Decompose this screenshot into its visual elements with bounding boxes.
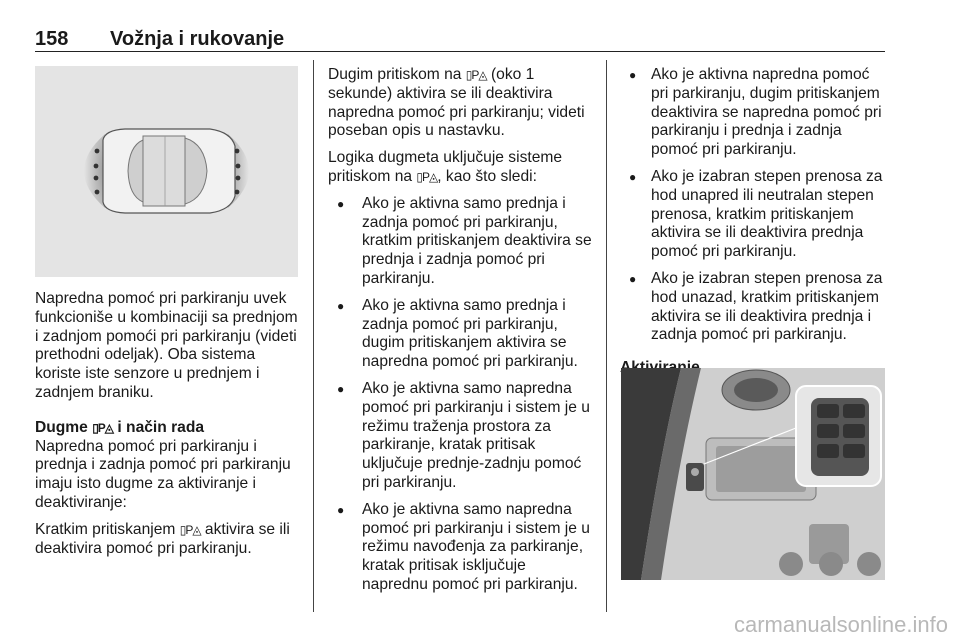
page-number: 158 xyxy=(35,28,69,50)
list-item: ● Ako je aktivna napredna pomoć pri parkiranju, dugim pritiskanjem deaktivira se napredna pomoć pri parkiranju i prednja i zadnja pomoć pri parkiranju. xyxy=(620,66,888,160)
parking-assist-icon: ▯P◬ xyxy=(416,169,438,184)
column-2 xyxy=(328,66,596,603)
list-item: ● Ako je aktivna samo prednja i zadnja pomoć pri parkiranju, dugim pritiskanjem aktivira se napredna pomoć pri parkiranju. xyxy=(328,297,596,372)
list-item: ● Ako je aktivna samo prednja i zadnja pomoć pri parkiranju, kratkim pritiskanjem deaktivira se prednja i zadnja pomoć pri parkiranju. xyxy=(328,195,596,289)
parking-assist-icon: ▯P◬ xyxy=(179,522,201,537)
p3-pre: Kratkim pritiskanjem xyxy=(35,520,176,538)
page-title: Vožnja i rukovanje xyxy=(110,28,285,50)
column-divider-1 xyxy=(313,60,314,612)
list-item: ● Ako je aktivna samo napredna pomoć pri parkiranju i sistem je u režimu traženja prostora za parkiranje, kratak pritisak uključuje prednje-zadnju pomoć pri parkiranju. xyxy=(328,380,596,493)
paragraph-3 xyxy=(35,521,301,559)
parking-assist-icon: ▯P◬ xyxy=(92,420,114,435)
p3-post: aktivira se ili deaktivira pomoć pri parkiranju. xyxy=(35,520,290,557)
parking-assist-icon: ▯P◬ xyxy=(465,68,487,82)
logic-list xyxy=(328,195,596,595)
column-3 xyxy=(620,66,888,378)
p2-post: , kao što sledi: xyxy=(437,167,537,185)
column-1 xyxy=(35,290,301,566)
dashboard-icon xyxy=(621,368,885,580)
dashboard-switch-illustration xyxy=(621,368,885,580)
section-heading-button xyxy=(35,419,301,438)
header-rule xyxy=(35,51,885,52)
list-item: ● Ako je aktivna samo napredna pomoć pri parkiranju i sistem je u režimu navođenja za parkiranje, kratak pritisak isključuje naprednu pomoć pri parkiranju. xyxy=(328,501,596,595)
car-top-view-icon xyxy=(35,66,298,277)
heading-pre: Dugme xyxy=(35,418,88,436)
logic-list-continued xyxy=(620,66,888,345)
paragraph-long-press xyxy=(328,66,596,141)
p1-post: (oko 1 sekunde) aktivira se ili deaktivira napredna pomoć pri parkiranju; videti poseban opis u nastavku. xyxy=(328,66,585,140)
p2-pre: Logika dugmeta uključuje sisteme pritiskom na xyxy=(328,149,563,185)
list-item: ● Ako je izabran stepen prenosa za hod unazad, kratkim pritiskanjem aktivira se ili deaktivira prednja i zadnja pomoć pri parkiranju. xyxy=(620,270,888,345)
watermark: carmanualsonline.info xyxy=(733,612,948,637)
p1-pre: Dugim pritiskom na xyxy=(328,66,462,83)
paragraph-2: Napredna pomoć pri parkiranju i prednja i zadnja pomoć pri parkiranju imaju isto dugme za aktiviranje i deaktiviranje: xyxy=(35,437,291,511)
intro-paragraph: Napredna pomoć pri parkiranju uvek funkcioniše u kombinaciji sa prednjom i zadnjom pomoći pri parkiranju (videti prethodni odeljak). Oba sistema koriste iste senzore u prednjem i zadnjem braniku. xyxy=(35,290,298,401)
heading-post: i način rada xyxy=(117,418,205,436)
parking-sensors-illustration xyxy=(35,66,298,277)
list-item: ● Ako je izabran stepen prenosa za hod unapred ili neutralan stepen prenosa, kratkim pritiskanjem aktivira se ili deaktivira prednja pomoć pri parkiranju. xyxy=(620,168,888,262)
column-divider-2 xyxy=(606,60,607,612)
paragraph-logic xyxy=(328,149,596,187)
